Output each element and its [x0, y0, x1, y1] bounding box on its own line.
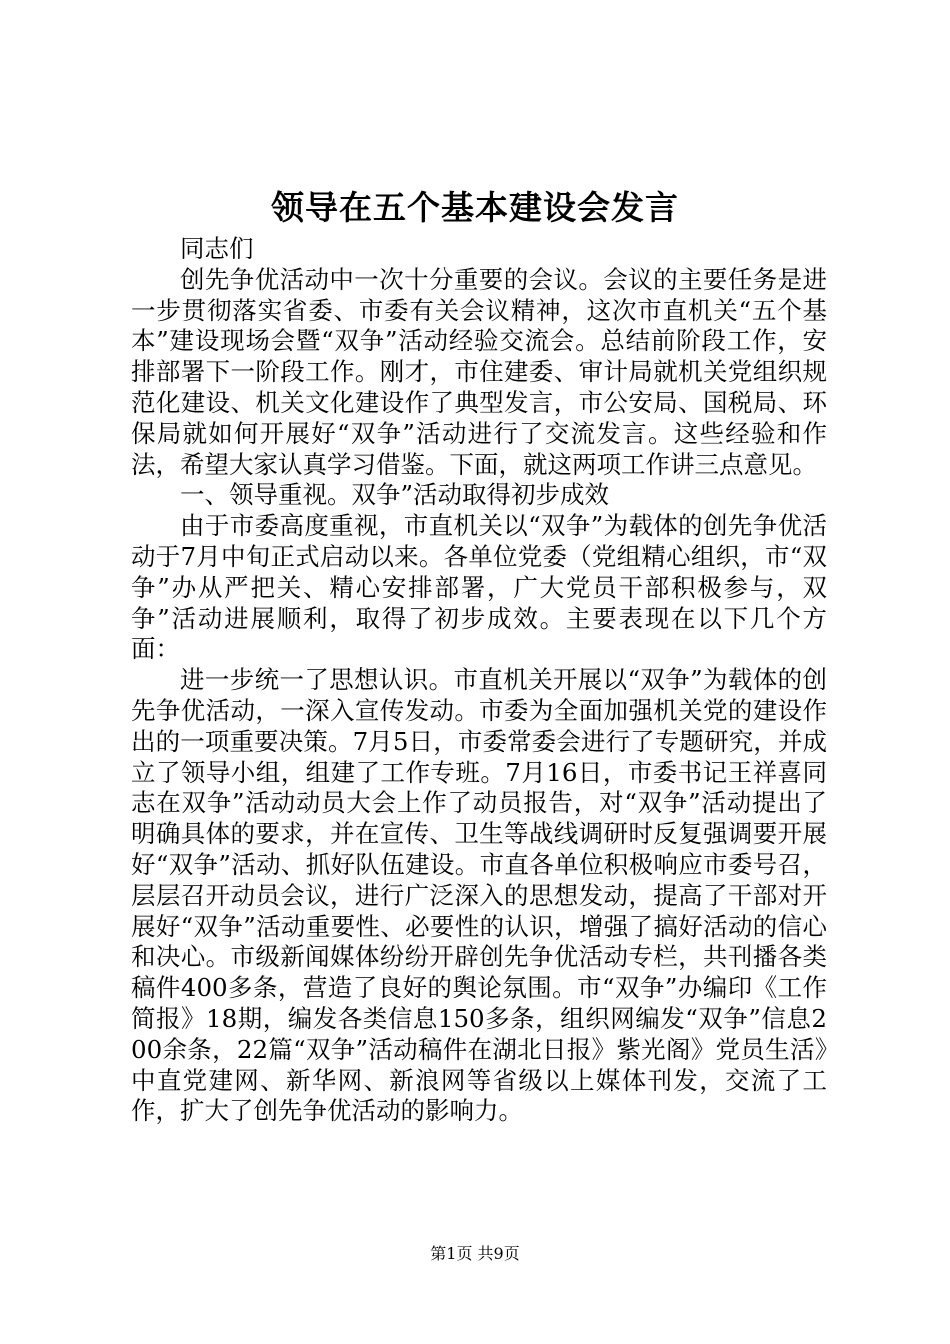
- document-body: [131, 234, 827, 1127]
- section-heading: 一、领导重视。双争”活动取得初步成效: [180, 480, 610, 510]
- paragraph-thinking: 进一步统一了思想认识。市直机关开展以“双争”为载体的创先争优活动，一深入宣传发动。市委为全面加强机关党的建设作出的一项重要决策。7月5日，市委常委会进行了专题研究，并成立了领导小组，组建了工作专班。7月16日，市委书记王祥喜同志在双争”活动动员大会上作了动员报告，对“双争”活动提出了明确具体的要求，并在宣传、卫生等战线调研时反复强调要开展好“双争”活动、抓好队伍建设。市直各单位积极响应市委号召，层层召开动员会议，进行广泛深入的思想发动，提高了干部对开展好“双争”活动重要性、必要性的认识，增强了搞好活动的信心和决心。市级新闻媒体纷纷开辟创先争优活动专栏，共刊播各类稿件400多条，营造了良好的舆论氛围。市“双争”办编印《工作简报》18期，编发各类信息150多条，组织网编发“双争”信息200余条，22篇“双争”活动稿件在湖北日报》紫光阁》党员生活》中直党建网、新华网、新浪网等省级以上媒体刊发，交流了工作，扩大了创先争优活动的影响力。: [131, 665, 827, 1126]
- salutation: 同志们: [180, 234, 254, 263]
- document-title: 领导在五个基本建设会发言: [271, 188, 679, 227]
- paragraph-progress: 由于市委高度重视，市直机关以“双争”为载体的创先争优活动于7月中旬正式启动以来。各单位党委（党组精心组织，市“双争”办从严把关、精心安排部署，广大党员干部积极参与，双争”活动进展顺利，取得了初步成效。主要表现在以下几个方面：: [131, 511, 827, 664]
- paragraph-intro: 创先争优活动中一次十分重要的会议。会议的主要任务是进一步贯彻落实省委、市委有关会议精神，这次市直机关“五个基本”建设现场会暨“双争”活动经验交流会。总结前阶段工作，安排部署下一阶段工作。刚才，市住建委、审计局就机关党组织规范化建设、机关文化建设作了典型发言，市公安局、国税局、环保局就如何开展好“双争”活动进行了交流发言。这些经验和作法，希望大家认真学习借鉴。下面，就这两项工作讲三点意见。: [131, 264, 827, 479]
- page-footer: 第1页 共9页: [430, 1244, 520, 1263]
